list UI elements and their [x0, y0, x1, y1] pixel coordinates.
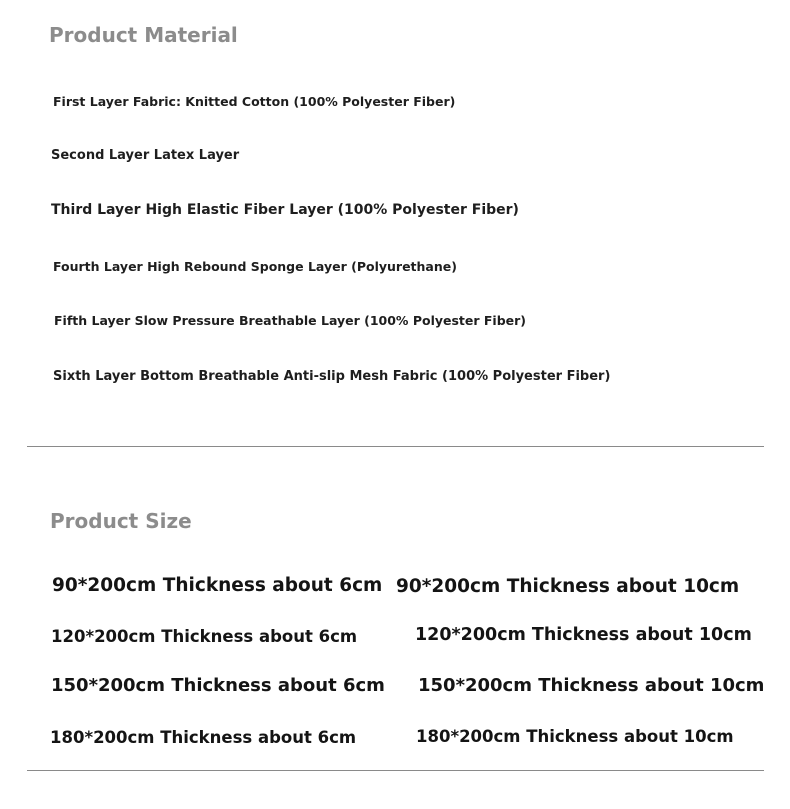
layer-3-text: Third Layer High Elastic Fiber Layer (100% Polyester Fiber)	[51, 202, 519, 218]
material-title: Product Material	[49, 23, 238, 47]
size-left-3: 150*200cm Thickness about 6cm	[51, 675, 385, 696]
layer-1-text: First Layer Fabric: Knitted Cotton (100% Polyester Fiber)	[53, 94, 456, 109]
layer-2-text: Second Layer Latex Layer	[51, 148, 240, 163]
section-divider	[27, 446, 764, 447]
size-right-4: 180*200cm Thickness about 10cm	[416, 727, 734, 746]
bottom-divider	[27, 770, 764, 771]
size-left-2: 120*200cm Thickness about 6cm	[51, 627, 358, 646]
size-left-1: 90*200cm Thickness about 6cm	[52, 575, 383, 596]
layer-4-text: Fourth Layer High Rebound Sponge Layer (Polyurethane)	[53, 259, 457, 274]
layer-5-text: Fifth Layer Slow Pressure Breathable Layer (100% Polyester Fiber)	[54, 313, 527, 328]
size-right-1: 90*200cm Thickness about 10cm	[396, 576, 740, 597]
size-right-2: 120*200cm Thickness about 10cm	[415, 625, 752, 645]
size-left-4: 180*200cm Thickness about 6cm	[50, 728, 357, 747]
layer-6-text: Sixth Layer Bottom Breathable Anti-slip Mesh Fabric (100% Polyester Fiber)	[53, 369, 611, 384]
size-title: Product Size	[50, 509, 192, 533]
size-right-3: 150*200cm Thickness about 10cm	[418, 675, 765, 696]
